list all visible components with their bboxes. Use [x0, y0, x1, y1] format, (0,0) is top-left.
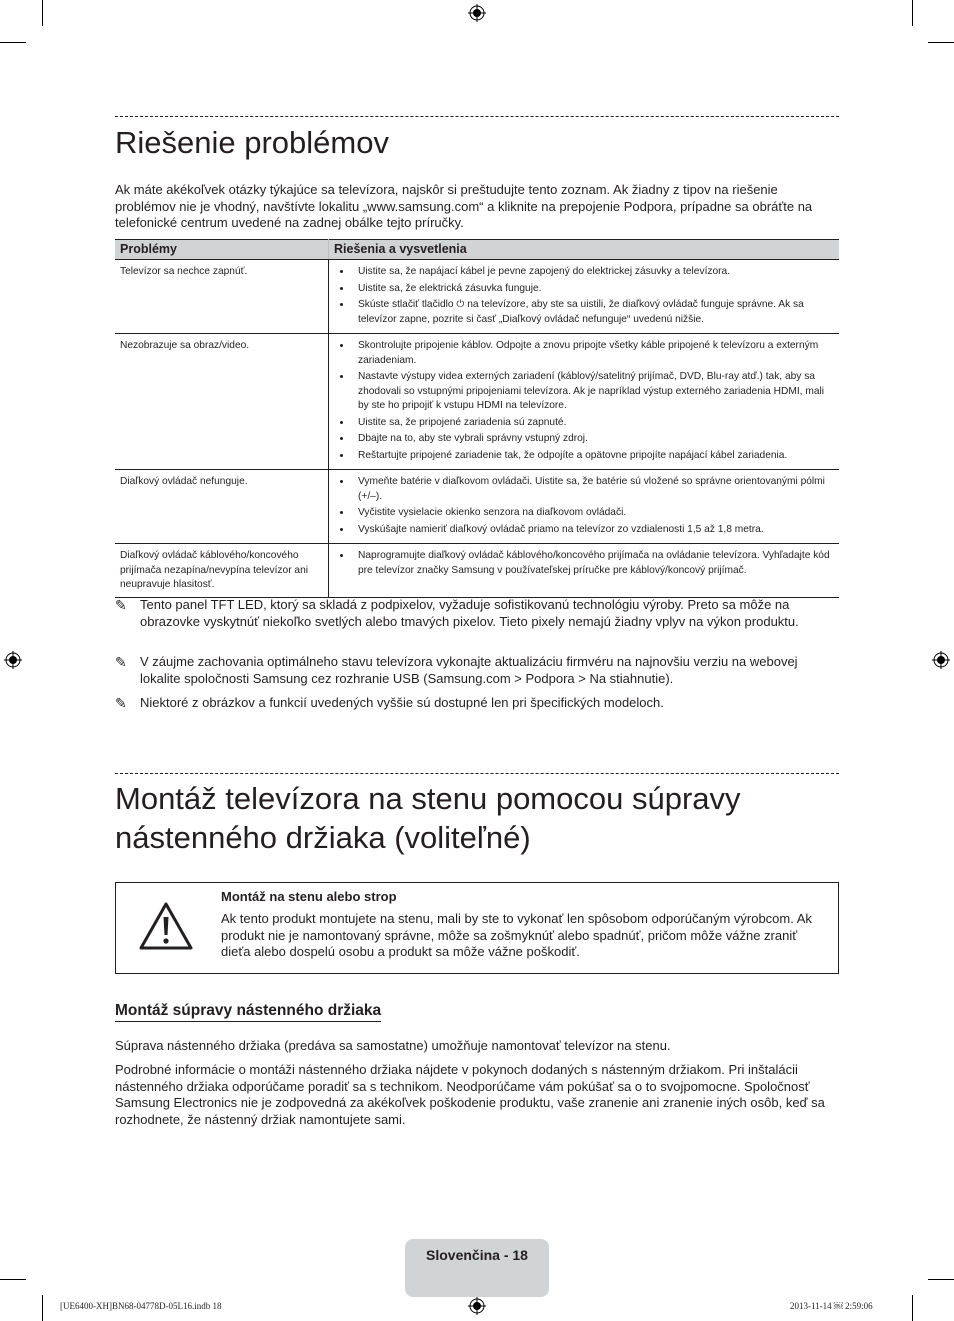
crop-mark: [928, 1279, 954, 1280]
warning-text: Ak tento produkt montujete na stenu, mali by ste to vykonať len spôsobom odporúčaným výrobcom. Ak produkt nie je namontovaný správne, môže sa zošmyknúť alebo spadnúť, pričom môže vážne zraniť dieťa alebo dospelú osobu a produkt sa môže vážne poškodiť.: [221, 911, 812, 959]
page-number-label: Slovenčina - 18: [426, 1247, 528, 1263]
section-title-line2: nástenného držiaka (voliteľné): [115, 820, 531, 855]
solution-item: • Nastavte výstupy videa externých zariadení (káblový/satelitný prijímač, DVD, Blu-ray atď.) tak, aby sa zhodovali so vstupnými pripojeniami televízora. Ak je napríklad výstup externého zariadenia HDMI, mali by ste ho pripojiť k vstupu HDMI na televízore.: [352, 370, 834, 414]
pencil-note-icon: ✎: [115, 654, 127, 670]
body-paragraph: Podrobné informácie o montáži nástenného držiaka nájdete v pokynoch dodaných s nástenným držiakom. Pri inštalácii nástenného držiaka odporúčame poradiť sa s technikom. Neodporúčame vám pokúšať sa o to svojpomocne. Spoločnosť Samsung Electronics nie je zodpovedná za akékoľvek poškodenie produktu, vaše zranenie ani zranenie iných osôb, keď sa rozhodnete, že nástenný držiak namontujete sami.: [115, 1062, 825, 1127]
pencil-note-icon: ✎: [115, 695, 127, 711]
problem-cell: Diaľkový ovládač nefunguje.: [115, 470, 329, 544]
crop-mark: [0, 42, 26, 43]
problem-cell: Televízor sa nechce zapnúť.: [115, 260, 329, 334]
subsection-title: Montáž súpravy nástenného držiaka: [115, 1002, 381, 1022]
warning-box: [115, 882, 839, 974]
troubleshooting-table: [115, 239, 839, 598]
solution-item: • Naprogramujte diaľkový ovládač káblového/koncového prijímača na ovládanie televízora. Vyhľadajte kód pre televízor značky Samsung v používateľskej príručke pre káblový/koncový prijímač.: [352, 549, 834, 578]
pencil-note-icon: ✎: [115, 597, 127, 613]
solutions-list: [334, 549, 834, 578]
solution-item: • Uistite sa, že pripojené zariadenia sú zapnuté.: [352, 416, 834, 431]
crop-mark: [42, 1295, 43, 1321]
table-row: [115, 334, 839, 470]
solutions-cell: [329, 260, 840, 334]
problem-cell: Nezobrazuje sa obraz/video.: [115, 334, 329, 470]
print-slug-right: 2013-11-14 ￼ 2:59:06: [790, 1301, 873, 1311]
solutions-list: [334, 339, 834, 463]
solution-item: • Skúste stlačiť tlačidlo ⏻ na televízore, aby ste sa uistili, že diaľkový ovládač funguje správne. Ak sa televízor zapne, pozrite si časť „Diaľkový ovládač nefunguje“ uvedenú nižšie.: [352, 298, 834, 327]
intro-paragraph: Ak máte akékoľvek otázky týkajúce sa televízora, najskôr si preštudujte tento zoznam. Ak žiadny z tipov na riešenie problémov nie je vhodný, navštívte lokalitu „www.samsung.com“ a kliknite na prepojenie Podpora, prípadne sa obráťte na telefonické centrum uvedené na zadnej obálke tejto príručky.: [115, 182, 813, 230]
section-divider: [115, 116, 839, 117]
page-title: Riešenie problémov: [115, 125, 389, 160]
registration-mark-icon: [468, 1297, 486, 1315]
crop-mark: [912, 0, 913, 26]
note-text: Tento panel TFT LED, ktorý sa skladá z podpixelov, vyžaduje sofistikovanú technológiu výroby. Preto sa môže na obrazovke vyskytnúť niekoľko svetlých alebo tmavých pixelov. Tieto pixely nemajú žiadny vplyv na výkon produktu.: [140, 597, 799, 629]
table-header-row: [115, 240, 839, 260]
section-title-line1: Montáž televízora na stenu pomocou súpravy: [115, 781, 741, 816]
print-slug-left: [UE6400-XH]BN68-04778D-05L16.indb 18: [60, 1301, 222, 1311]
crop-mark: [42, 0, 43, 26]
note-text: Niektoré z obrázkov a funkcií uvedených vyššie sú dostupné len pri špecifických modeloch.: [140, 695, 664, 710]
solutions-cell: [329, 470, 840, 544]
solution-item: • Uistite sa, že elektrická zásuvka funguje.: [352, 282, 834, 297]
section-divider: [115, 773, 839, 774]
warning-triangle-icon: [138, 901, 194, 951]
solution-item: • Reštartujte pripojené zariadenie tak, že odpojíte a opätovne pripojíte napájací kábel zariadenia.: [352, 449, 834, 464]
solutions-cell: [329, 544, 840, 598]
warning-title: Montáž na stenu alebo strop: [221, 889, 397, 904]
crop-mark: [928, 42, 954, 43]
solutions-cell: [329, 334, 840, 470]
crop-mark: [0, 1279, 26, 1280]
crop-mark: [912, 1295, 913, 1321]
solution-item: • Uistite sa, že napájací kábel je pevne zapojený do elektrickej zásuvky a televízora.: [352, 265, 834, 280]
table-row: [115, 544, 839, 598]
solutions-list: [334, 475, 834, 537]
solution-item: • Skontrolujte pripojenie káblov. Odpojte a znovu pripojte všetky káble pripojené k televízoru a externým zariadeniam.: [352, 339, 834, 368]
table-row: [115, 470, 839, 544]
registration-mark-icon: [468, 4, 486, 22]
note-text: V záujme zachovania optimálneho stavu televízora vykonajte aktualizáciu firmvéru na najnovšiu verziu na webovej lokalite spoločnosti Samsung cez rozhranie USB (Samsung.com > Podpora > Na stiahnutie).: [140, 654, 798, 686]
column-header-solutions: Riešenia a vysvetlenia: [329, 240, 840, 260]
solution-item: • Vyčistite vysielacie okienko senzora na diaľkovom ovládači.: [352, 506, 834, 521]
problem-cell: Diaľkový ovládač káblového/koncového prijímača nezapína/nevypína televízor ani neupravuje hlasitosť.: [115, 544, 329, 598]
solution-item: • Dbajte na to, aby ste vybrali správny vstupný zdroj.: [352, 432, 834, 447]
body-paragraph: Súprava nástenného držiaka (predáva sa samostatne) umožňuje namontovať televízor na stenu.: [115, 1038, 671, 1053]
registration-mark-icon: [4, 651, 22, 669]
table-row: [115, 260, 839, 334]
registration-mark-icon: [932, 651, 950, 669]
solution-item: • Vymeňte batérie v diaľkovom ovládači. Uistite sa, že batérie sú vložené so správne orientovanými pólmi (+/–).: [352, 475, 834, 504]
column-header-problems: Problémy: [115, 240, 329, 260]
solutions-list: [334, 265, 834, 327]
solution-item: • Vyskúšajte namieriť diaľkový ovládač priamo na televízor zo vzdialenosti 1,5 až 1,8 metra.: [352, 523, 834, 538]
